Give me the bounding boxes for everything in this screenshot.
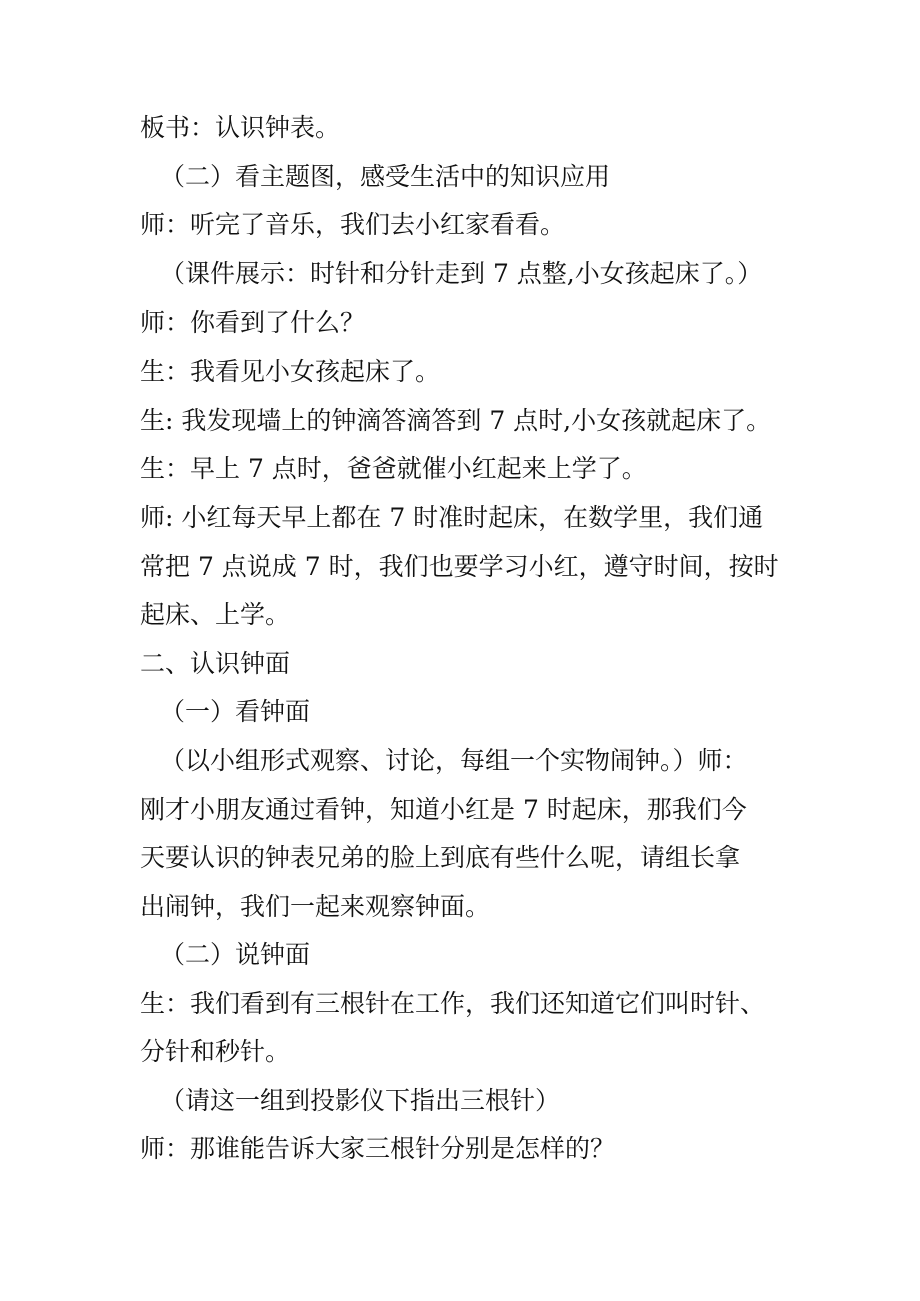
text-line-21: （请这一组到投影仪下指出三根针） [160,1086,561,1115]
text-line-3: 师：听完了音乐，我们去小红家看看。 [140,210,566,239]
text-line-9: 师: 小红每天早上都在 7 时准时起床，在数学里，我们通 [140,503,764,532]
subsection-heading-2: （二）说钟面 [160,940,311,969]
text-line-17: 出闹钟，我们一起来观察钟面。 [140,892,491,921]
text-line-14: （以小组形式观察、讨论，每组一个实物闹钟。）师： [160,746,748,775]
text-line-16: 天要认识的钟表兄弟的脸上到底有些什么呢，请组长拿 [140,843,741,872]
text-line-15: 刚才小朋友通过看钟，知道小红是 7 时起床，那我们今 [140,795,747,824]
text-line-19: 生：我们看到有三根针在工作，我们还知道它们叫时针、 [140,989,766,1018]
text-line-11: 起床、上学。 [140,600,291,629]
text-line-8: 生：早上 7 点时，爸爸就催小红起来上学了。 [140,454,647,483]
text-line-7: 生: 我发现墙上的钟滴答滴答到 7 点时,小女孩就起床了。 [140,406,772,435]
text-line-4: （课件展示：时针和分针走到 7 点整,小女孩起床了。） [160,259,763,288]
text-line-5: 师：你看到了什么？ [140,308,366,337]
text-line-22: 师：那谁能告诉大家三根针分别是怎样的？ [140,1134,616,1163]
subsection-heading-1: （一）看钟面 [160,697,311,726]
text-line-20: 分针和秒针。 [140,1037,291,1066]
text-line-10: 常把 7 点说成 7 时，我们也要学习小红，遵守时间，按时 [140,552,779,581]
text-line-6: 生：我看见小女孩起床了。 [140,357,441,386]
text-line-1: 板书：认识钟表。 [140,113,341,142]
section-heading: 二、认识钟面 [140,649,291,678]
text-line-2: （二）看主题图，感受生活中的知识应用 [160,162,611,191]
